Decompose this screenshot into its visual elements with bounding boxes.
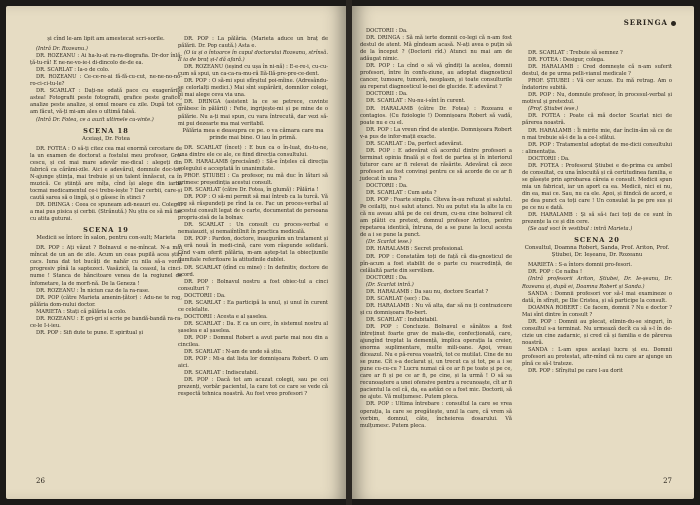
dialogue-line: DR. POP : La pălăria. (Marieta aduce un braț de pălării. Dr. Pop caută.) Asta e. [178,36,328,50]
dialogue-line: DR. SCARLAT : Trebuie să semnez ? [528,50,623,56]
stage-direction: (Se aud voci în vestibul : intră Marieta.) [528,226,633,233]
dialogue-line: DR. SCARLAT : Da. E ca un cerc, în sistemul nostru al șaselea e al șaselea. [178,320,328,334]
dialogue-line: DR. POP : Foarte simplu. Cîteva în-au refuzat și salutul. Pe ceilalți, nu-i salut atunci. Nu au putut sta la alte la cu că nu aveau altă pe de cei drum, cu-nu cine bolnavul cît am plătit cu pretext, domnul profesor Ariton, pentru repetarea identică, întruna, de a se pune la locul acesta de a i se pune la punct. [360,197,512,239]
dialogue-line: DR. SCARLAT : Nu-nu-i-sînt în curent. [366,98,466,105]
dialogue-line: DR. SCARLAT : Da, perfect adevărat. [366,140,463,147]
left-page-column-2 [178,36,328,398]
dialogue-line: DR. HARALAMB (către Dr. Fotea) : Rozeanu e contagios. (Cu fiziologie !) Domnișoara Robert să vadă, poate nu e cu el. [360,105,512,126]
dialogue-line: DR. POP : E adevărat că acordul dintre profesori a terminat opinia finală și e fost de partea și în interiorul tuturor care ar fi relevat de răsărite. Adevărat că zece profesori au fost convinși pentru ce să acorde de ce ar fi judecat în una ? [360,147,512,182]
dialogue-line: DR. SCARLAT (către Dr. Fotea, în glumă) : Pălăria ! [184,186,319,193]
dialogue-line: DR. POP : Ce naiba ! [528,269,583,276]
scene-subtitle: Consultul, Doamna Robert, Sanda, Prof. Ariton, Prof. Știubei, Dr. Ieșeanu, Dr. Rozeanu [524,245,670,259]
dialogue-line: DR. FOTEA : Poate că mă doctor Scarlat nici de părerea noastră. [522,113,672,127]
dialogue-line: DR. SCARLAT : N-am de unde să știu. [184,349,283,356]
stage-direction: (Intră Dr. Fotea, ce a auzit ultimele cu-vinte.) [36,116,154,123]
dialogue-line: DR. FOTEA : O să-ți citez cea mai enormă cercetare de la un examen de doctorat a fostului meu profesor, Gre-cescu, și cel mai mare adevăr me-dical : alegeți din fabrică ca cărămi-zile. Aici e adevărul, domnule doc-tor. N-ajunge știința, mai trebuie și un talent înnăscut, ca în muzică. Ce știință are mîța, cînd își alege din iarba tocmai medicamentul ce-i trebu-iește ? Dar cerbii, care-și caută sarea să o lingă, și o găsesc în stinci ? [30,145,182,201]
dialogue-line: DOAMNA ROBERT : Ce facem, domnii ? Nu e doctor ? Mai sînt dintre în consult ? [522,304,672,318]
page-number-left: 26 [36,477,45,485]
stage-direction: (Intră profesorii Ariton, Știubei, Dr. Ie-șeanu, Dr. Rozeanu și, după ei, Doamna Robert și Sanda.) [522,276,672,290]
dialogue-line: DR. ROZEANU : Ai ha-lu-at ra-ra-diografia. Dr-dor înlă-ță-tu-ră! E ne-ne-vo-ie-i di-dincolo de-de ea. [30,53,182,67]
running-header [624,18,676,27]
dialogue-line: DR. FOTEA : Desigur, colega. [528,57,605,64]
dialogue-line: MARIETA : Stați că pălăria la colo. [36,308,127,315]
dialogue-line: DR. POP : Ultima întrebare : consultul la care se vrea operația, la care se pregătește, unul la care, că vrem să vorbim, domnul, câte, încheierea dosarului. Vă mulțumesc. Putem pleca. [360,401,512,429]
dialogue-line: DR. HARALAMB : Secret profesional. [366,246,464,253]
dialogue-line: DR. DRINGA (asistent la ce se petrece, cuvinte grăbesc în pălării) : Fefie, ingrijește-mi și pe mine de o pălărie. Nu a-ți mai spun, cu vara întrecută, dar vezi să-mi pui dezearte ma mai veritabil. [178,99,328,127]
dialogue-line: DR. POP : Domnul Robert a avut parte mai nou din a cincilea. [178,334,328,349]
dialogue-line: DR. SCARLAT : Un consult cu proces-verbal e nemaiauzit, și nemaiîntîlnit în practica medicală. [178,222,328,236]
dialogue-line: DR. HARALAMB : Nu vă alta, dar să nu ți contrazicere și cu domnișoara Ro-bert. [360,302,512,316]
dialogue-line: DR. SCARLAT (încet) : E bun ca o în-luat, du-tu-ne, una dintre ele ce ale, ce fiind direcția consultului. [178,144,328,158]
bullet-icon [671,21,676,26]
dialogue-line: SANDA : Domnii profesori vor să-l mai examineze o dată, în sfîrșit, pe Ilie Cristea, și să participe la consult. [522,290,672,304]
stage-direction: (O ia și o întoarce în capul doctorului Rozeanu, strînsă. Il ia de braț și-l dă afară.) [178,50,328,64]
stage-direction: (Intră Dr. Rozeanu.) [36,46,88,53]
dialogue-line: DR. SCARLAT (dînd cu mine) : In definitiv, doctore de acord. [178,264,328,278]
scene-heading: SCENA 20 [574,236,620,245]
dialogue-line: DOCTORII : Da. [528,155,570,162]
dialogue-line: MARIETA : S-a întors domnii pro-fesori. [528,262,632,269]
scene-subtitle: Aceiași, Dr. Fotea [82,135,130,142]
dialogue-line: DR. POP : Mi-a dat lista lor domnișoara Robert. O am aici. [178,356,328,370]
dialogue-line: DR. HARALAMB (precisând) : Să-e înțeles că direcția colegului e acceptată în unanimitate. [178,158,328,172]
dialogue-line: DR. DRINGA : Să mă ierte domnii co-legi că n-am fost destul de atent. Mă gîndeam acasă. N-ați avea o puțin să de la început ? (Doctorii rîd.) Atunci nu mai am de adăugat nimic. [360,35,512,63]
dialogue-line: DOCTORII : Da. [366,274,408,281]
dialogue-line: DR. SCARLAT : Ea participă la unul, și unul în curent ce celelalte. [178,299,328,313]
dialogue-line: DR. POP (către Marieta amenin-țător) : Adu-ne te rog, pălăria dom-nului doctor. [30,294,182,308]
dialogue-line: DOCTORII : Acesta e al șaselea. [184,313,268,320]
dialogue-line: DR. POP : Nu, domnule profesor, în procesul-verbal și motivul și pretextul. [522,92,672,106]
dialogue-line: DR. DRINGA : Ceea ce spuneam adi-neauri eu. Colegul a mai pus pisica și cerbii. (Strănută.) Nu știu ce să mă fac cu atita guturai. [30,202,182,223]
dialogue-line: DR. SCARLAT : Cum asta ? [366,190,437,197]
scene-subtitle: Pălăria mea e deasupra ce pe. o va cămara care ma prinde mai bine. O iau în primă. [182,127,324,141]
dialogue-line: DR. SCARLAT : Indiscutabil. [184,370,259,377]
dialogue-line: DR. POP : Pardon, doctore, inaugurăm un tratament și o eră nouă în medi-cină, care vom răspunde solidară. Cînd v-am oferit pălăria, m-am aștep-tat la obiecțiunile dumitale referitoare la atitudinile dublei. [178,236,328,264]
right-page-column-1 [360,28,512,430]
dialogue-line: DR. POP : La vreun rînd de atenție. Domnișoara Robert v-a pus de infor-mații exacte. [360,126,512,140]
dialogue-line: DR. FOTEA : Profesorul Știubei e de-prima cu ambel de consultat, cu una înlocuită și că certitudinea familia, e se găsește prin aprobarea căreia e consult. Medicii spun mia un fabricat, iar un aport ca ea. Medicii, nici ei nu, din ea, mai ce. Sau, nu ca ele. Apoi, și fiindcă de acord, e pe dea punct ca toți care ! Un consulat la pe pre sus și pe ce nu e dată. [522,162,672,212]
scene-subtitle: Medicii se întorc în salon, pentru con-sult; Marieta [36,235,176,242]
dialogue-line: DR. ROZEANU : În niciun caz de la ra-rase. [36,287,150,294]
dialogue-line: DR. POP : O să-mi permit să mai întreb ca la turcă. Vă rog să răspundeți pe rînd la ce. Fac un proces-verbal al acestui consult legat de o carte, documentat de persoana propriu-zisă de la bolnav. [178,194,328,222]
dialogue-line: DR. SCARLAT : Ia-o de colo. [36,67,110,74]
dialogue-line: DR. POP : Bolnavul nostru a fost obiec-tul a cinci consulturi ? [178,278,328,292]
dialogue-line: DR. POP : Concluzie. Bolnavul e sănătos a fost intreținut foarte grav de mala-die, confecționată, care, ajungînd treptat la demență, implica operația la creier, enorma suplimentare, multe mili-oane. Apoi, vreau diceazul. Nu e pă-rerea voastră, tot ce mutilat. Cine de nu se pune. Cît s-a declarat și, un trecut ca și tot, pe a i se pune cu-cu-cu ? Lucru numai că ce ar fi pe toate și pe ce, care ar fi și pe ce ar fi, pe cine, și la urmă ! O să sa recunoaștere a unei ofensive pentru a recunoaște, cît ar fi pacientul la cel că, da, ea astăzi ce a fost mic. Doctorii, să ne ajute. Vă mulțumesc. Putem pleca. [360,323,512,401]
dialogue-line: DR. POP : O să-mi spui sfîrșitul poi-mîine. (Adresându-se celorlalți medici.) Mai sînt supărării, domnilor colegi, bi mai alege ceva via una. [178,78,328,99]
right-page-column-2 [522,50,672,375]
dialogue-line: DR. POP : Constatăm toți de față că dia-gnosticul de pîn-acum a fost stabilit de o parte cu reacredință, de celălaltă parte din servilism. [360,253,512,274]
dialogue-line: DR. HARALAMB : Cred domnește că n-am suferit destul, de pe urma pelli-vianul medicale ? [522,64,672,78]
dialogue-line: DR. POP : Tratamentul adoptat de me-dicii consultului : alimentația. [522,141,672,155]
right-page [352,6,694,499]
stage-direction: (Dr. Scarlat iese.) [366,239,412,246]
dialogue-line: DOCTORII : Da. [366,183,408,190]
left-page-column-1 [30,36,182,337]
dialogue-line: PROF. ȘTIUBEI : Ca profesor, nu mă duc în lături să primesc președinția acestui consult. [178,172,328,186]
scene-heading: SCENA 19 [83,226,129,235]
page-number-right: 27 [663,477,672,485]
dialogue-line: DR. POP : La cînd o să vă gîndiți la acelea, domnii profesori, între în confu-ziune, au adoptat diagnosticul cancer, tumoare, tumoră, neoplasm, și toate consulturile au reperat diagnosticul le-nei de glucide. E adevărat ? [360,63,512,91]
dialogue-line: DR. SCARLAT (sec) : Da. [366,295,431,302]
dialogue-line: DR. HARALAMB : Și să să-i faci toți de ce sunt în prezențe la ce și din cere. [522,212,672,226]
dialogue-line: DR. POP : Domnii au plecat, elimin-du-se singuri, în consultul s-a terminat. Nu urmează decît ca să s-l în de-cizie un cine zadarnic, și cred că și familia e de părerea noastră. [522,318,672,346]
dialogue-line: DR. ROZEANU : E gri-gri si scrie pe bandă-bandă ra-ra-ce-le I-i-ieu. [30,315,182,329]
dialogue-line: SANDA : L-am spus același lucru și eu. Domnii profesori au protestat, afir-mînd că nu care ar ajunge un pînă ce să-l trateze. [522,346,672,368]
stage-direction: (Prof. Știubei iese.) [528,106,579,113]
dialogue-line: DOCTORII : Da. [366,91,408,98]
scene-heading: SCENA 18 [83,126,129,135]
dialogue-line: DR. POP : Ați văzut ? Bolnavul e ne-mîncat. N-a mai mîncat de un an de zile. Acum un ceas pupilă acea știri cacs. Iuna dat tot bucăți de nahăr cu nila să-a vorat progresiv pînă la saptezeci. Vasăzică, la ceasul, la cinci-nume ! Stanca de hăncitoare venea de la regiunel de înfometare, la de morfi-nă. De la Geneza ! [30,245,182,287]
dialogue-line: DR. ROZEANU : Ce-ce-re-ai fă-fă-cu-cut, ne-ne-no-no-ro-ci-ci-tu-le? [30,74,182,88]
dialogue-line: DR. ROZEANU (ieșind cu ușa în ni-nă) : E-e-re-i, cu-cu-cum să spui, un ca-ca-ra-mu-ră Ilă-Ilă-pre-pre-ce-dent. [178,64,328,78]
dialogue-line: DR. POP : Sifi dute te pune. E spiritual și [36,329,143,336]
dialogue-line: DR. HARALAMB : Îi mirite mie, dar înclin-ăm să ce de n mai trebuie să-i de la a ce-l sfătui. [522,127,672,141]
dialogue-line: PROF. ȘTIUBEI : Vă cer scuze. Eu mă retrag. Am o îndatorire subită. [522,78,672,92]
dialogue-line: DR. HARALAMB : Da sau nu, doctore Scarlat ? [366,288,489,295]
dialogue-line: DR. SCARLAT : Dați-ne odată pace cu exagerările astea! Fotografii peste fotografii, grafice peste grafice, analize peste analize, și omul moare cu zile. După tot ce am făcut, vă-ți mi-am ales o ultimă falsă. [30,88,182,116]
stage-direction: (Dr. Scarlat intră.) [366,281,414,288]
scene-subtitle: și cînd le-am lipit am amestecat scri-sorile. [47,36,165,42]
dialogue-line: DR. SCARLAT : Indubitabil. [366,316,438,323]
dialogue-line: DOCTORII : Da. [184,292,226,299]
left-page [6,6,346,499]
dialogue-line: DOCTORII : Da. [366,28,408,34]
dialogue-line: DR. POP : Dacă tot am acuzat colegii, sau pe cei prezenți, vorbăr pacientul, la care tot ce care se vede că respectă tehnica noastră. Au fost vreo profesori ? [178,377,328,398]
running-title: SERINGA [623,18,668,27]
dialogue-line: DR. POP : Sfîrșitul pe care l-au dorit [528,368,623,375]
